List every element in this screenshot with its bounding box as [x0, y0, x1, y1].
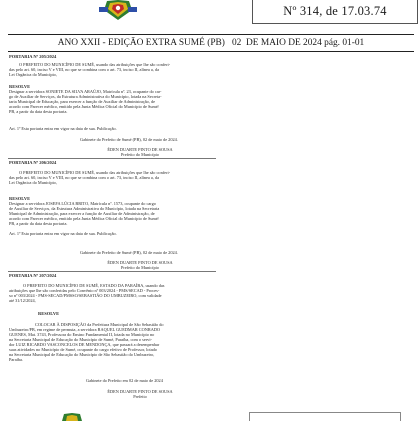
act-resolution: Designar a servidora SONIETE DA SILVA ARAÚJO, Matrícula nº. 23, ocupante do car- go de Auxiliar de Serviços, da Estrutura Administrativa do Município, lotada na Secreta- taria Municipal de Educação, para exercer a função de Auxiliar de Administração, de acordo com Parecer médico, emitido pela Junta Médica Oficial do Município de Sumé/ PB, a partir da data desta portaria. — [9, 89, 162, 115]
act-article: Art. 1º Esta portaria entra em vigor na data de sua. Publicação. — [9, 126, 117, 131]
act-place-date: Gabinete do Prefeito de Sumé (PB), 02 de maio de 2024. — [80, 137, 178, 142]
edition-banner-text: ANO XXII - EDIÇÃO EXTRA SUMÉ (PB) 02 DE MAIO DE 2024 pág. 01-01 — [57, 38, 365, 48]
banner-bottom-rule — [8, 51, 414, 52]
act-signatory: ÉDEN DUARTE PINTO DE SOUSA — [107, 389, 173, 394]
resolve-label: RESOLVE — [9, 84, 31, 89]
act-signatory: ÉDEN DUARTE PINTO DE SOUSA — [107, 260, 173, 265]
resolve-label: RESOLVE — [38, 311, 60, 316]
act-place-date: Gabinete do Prefeito de Sumé (PB), 02 de maio de 2024. — [80, 250, 178, 255]
act-article: Art. 1º Esta portaria entra em vigor na data de sua. Publicação. — [9, 231, 117, 236]
act-resolution: Designar a servidora JOSEFA LÚCIA BRITO, Matrícula nº. 1573, ocupante do cargo de Auxiliar de Serviços, da Estrutura Administrativa do Município, lotada na Secretaria Municipal de Administração, para exercer a função de Auxiliar de Administração, de acordo com Parecer médico, emitido pela Junta Médica Oficial do Município de Sumé/ PB, a partir da data desta portaria. — [9, 201, 160, 227]
act-title: PORTARIA Nº 206/2024 — [9, 160, 57, 165]
act-signatory-role: Prefeito — [133, 394, 147, 399]
act-preamble: O PREFEITO DO MUNICÍPIO DE SUMÉ, usando das atribuições que lhe são conferi- das pelo art. 60, inciso V e VIII, no que se combina com o art. 73, inciso II, alínea a, da Lei Orgânica do Município, — [9, 170, 171, 186]
act-title: PORTARIA Nº 205/2024 — [9, 54, 57, 59]
section-divider — [8, 271, 216, 272]
act-signatory: ÉDEN DUARTE PINTO DE SOUSA — [107, 147, 173, 152]
act-preamble: O PREFEITO DO MUNICÍPIO DE SUMÉ, usando das atribuições que lhe são conferi- das pelo art. 60, inciso V e VIII, no que se combina com o art. 73, inciso II, alínea a, da Lei Orgânica do Município, — [9, 62, 171, 78]
act-title: PORTARIA Nº 207/2024 — [9, 273, 57, 278]
resolve-label: RESOLVE — [9, 196, 31, 201]
municipal-coat-of-arms-icon — [99, 0, 137, 20]
edition-number: Nº 314, de 17.03.74 — [283, 4, 387, 18]
act-place-date: Gabinete do Prefeito em 02 de maio de 2024 — [86, 378, 163, 383]
act-signatory-role: Prefeito do Município — [121, 152, 159, 157]
act-signatory-role: Prefeito do Município — [121, 265, 159, 270]
act-resolution: COLOCAR À DISPOSIÇÃO da Prefeitura Municipal de São Sebastião do Umbuzeiro/PB, em regime de permuta, a servidora RAQUEL GUEDMAR CONRADO GUENES, Mat. 3743, Professora do Ensino Fundamental II, lotada no Município no na Secretaria Municipal de Educação do Município de Sumé, Paraíba, com o servi- dor LUIZ RICARDO VASCONCELOS DE MENDONÇA, que passará a desempenhar suas atividades no Município de Sumé, ocupante do cargo efetivo de Professor, lotado na Secretaria Municipal de Educação do Município de São Sebastião do Umbuzeiro, Paraíba. — [9, 322, 164, 363]
act-preamble: O PREFEITO DO MUNICÍPIO DE SUMÉ, ESTADO DA PARAÍBA, usando das atribuições que lhe são conferidas pelo Convênio nº 003/2024 - PMS/SECAD - Proces- so nº 003/2024 - PMS-SECAD/PMSSO/SEBASTIÃO DO UMBUZEIRO, com validade até 31/12/2024, — [9, 283, 165, 304]
edition-number-box — [252, 0, 418, 24]
section-divider — [8, 158, 216, 159]
edition-banner — [8, 36, 414, 50]
banner-top-rule — [8, 34, 414, 35]
